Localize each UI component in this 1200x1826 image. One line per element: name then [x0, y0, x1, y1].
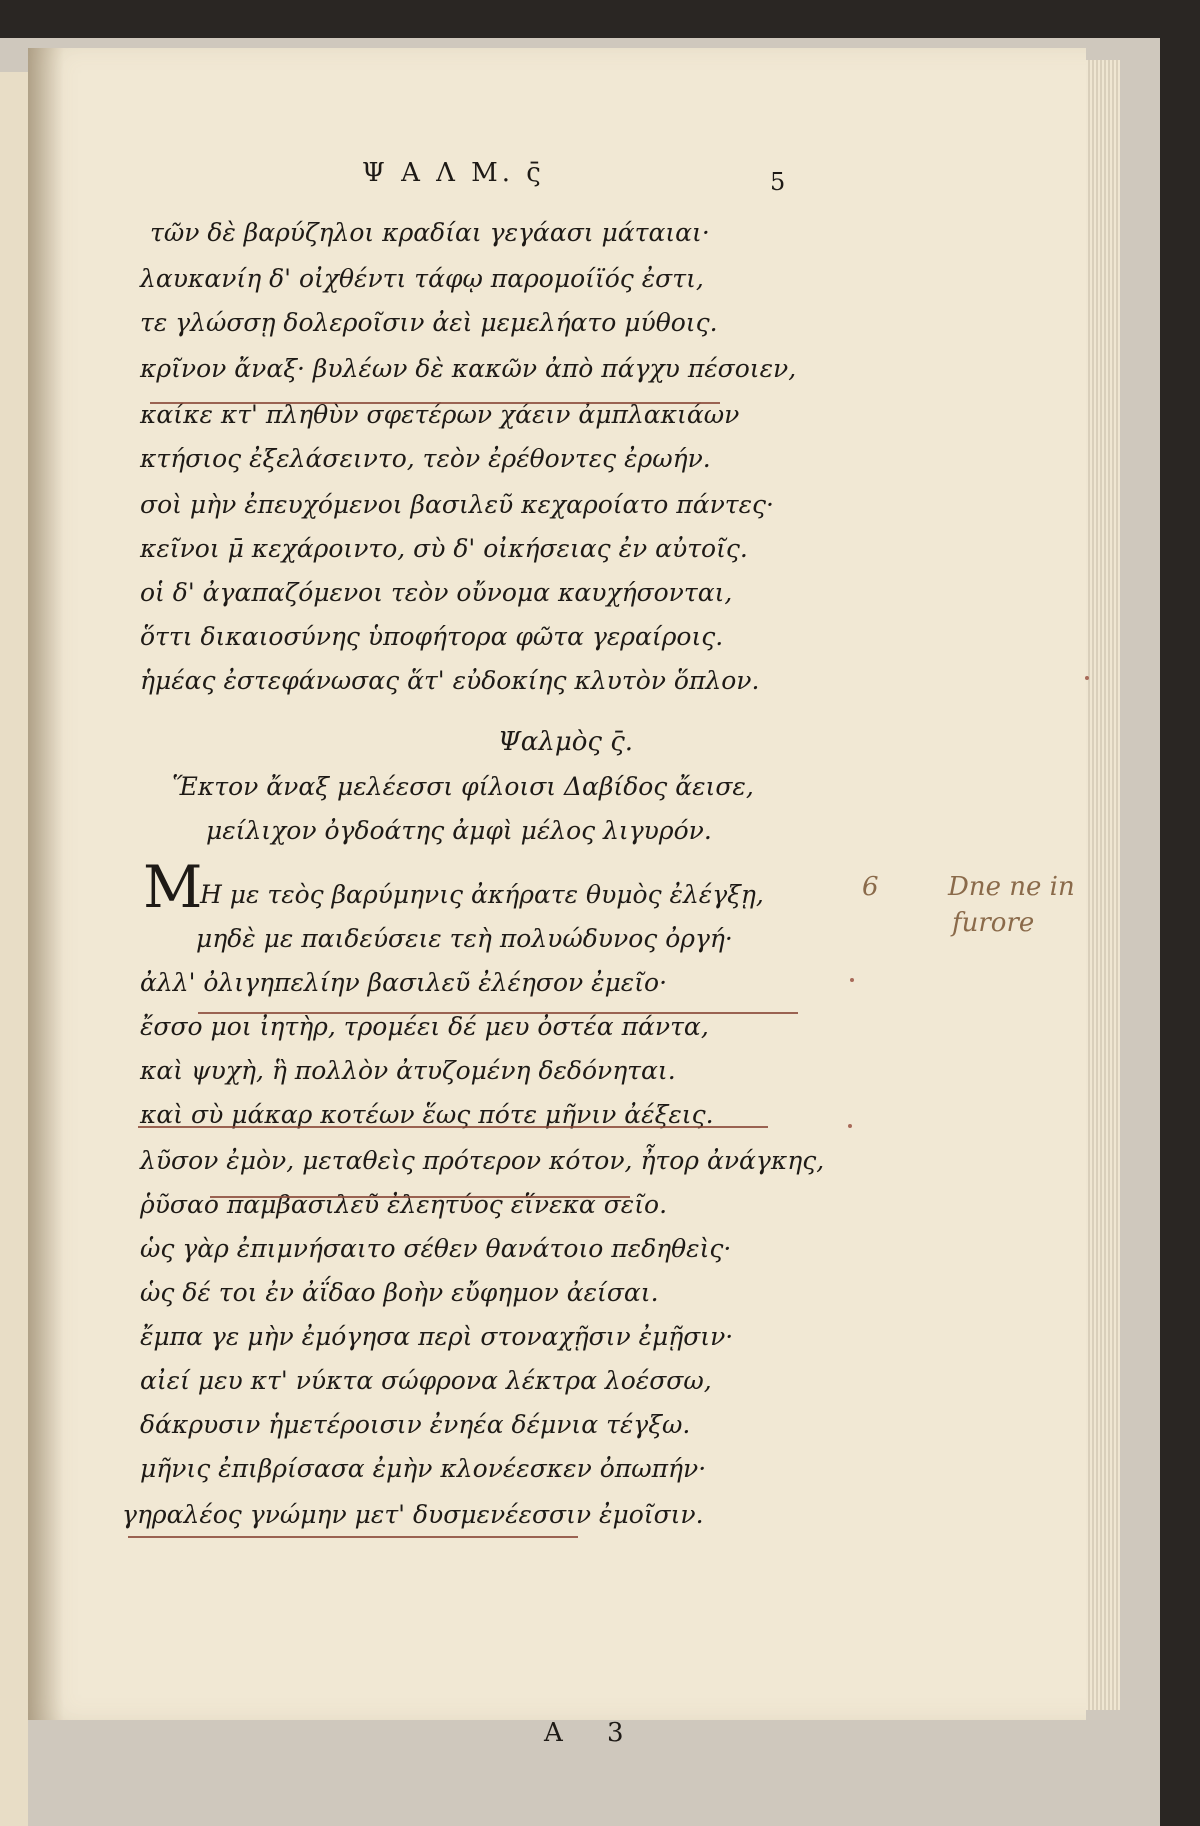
- margin-tick: [1085, 676, 1089, 680]
- verse-line: κτήσιος ἐξελάσειντο, τεὸν ἐρέθοντες ἐρωήν.: [140, 444, 711, 473]
- running-head: Ψ Α Λ Μ. ς̄: [362, 158, 545, 188]
- ink-underline: [150, 402, 720, 404]
- verse-line: λῦσον ἐμὸν, μεταθεὶς πρότερον κότον, ἦτορ ἀνάγκης,: [140, 1146, 825, 1175]
- margin-note-line: Dne ne in: [948, 872, 1075, 902]
- ink-underline: [138, 1126, 768, 1128]
- verse-line: ὡς γὰρ ἐπιμνήσαιτο σέθεν θανάτοιο πεδηθεὶς·: [140, 1234, 732, 1263]
- verse-line: τῶν δὲ βαρύζηλοι κραδίαι γεγάασι μάταιαι·: [150, 218, 710, 247]
- verse-line: ὡς δέ τοι ἐν ἀΐδαο βοὴν εὔφημον ἀείσαι.: [140, 1278, 659, 1307]
- psalm-6-intro-line: μείλιχον ὀγδοάτης ἀμφὶ μέλος λιγυρόν.: [206, 816, 712, 845]
- ink-underline: [210, 1196, 630, 1198]
- verse-line: μῆνις ἐπιβρίσασα ἐμὴν κλονέεσκεν ὀπωπήν·: [140, 1454, 707, 1483]
- verse-line: Η με τεὸς βαρύμηνις ἀκήρατε θυμὸς ἐλέγξῃ,: [200, 880, 764, 909]
- signature-mark: A 3: [544, 1718, 642, 1748]
- margin-tick: [850, 978, 854, 982]
- verse-line: γηραλέος γνώμην μετ' δυσμενέεσσιν ἐμοῖσιν.: [122, 1500, 704, 1529]
- margin-note-line: furore: [952, 908, 1035, 938]
- psalm-6-title: Ψαλμὸς ς̄.: [498, 727, 634, 757]
- verse-line: ἔμπα γε μὴν ἐμόγησα περὶ στοναχῇσιν ἐμῇσιν·: [140, 1322, 734, 1351]
- psalm-6-intro-line: Ἕκτον ἄναξ μελέεσσι φίλοισι Δαβίδος ἄεισε,: [172, 772, 754, 801]
- verse-line: οἱ δ' ἀγαπαζόμενοι τεὸν οὔνομα καυχήσονται,: [140, 578, 733, 607]
- verse-line: ῥῦσαο παμβασιλεῦ ἐλεητύος εἵνεκα σεῖο.: [140, 1190, 668, 1219]
- verse-line: ὅττι δικαιοσύνης ὑποφήτορα φῶτα γεραίροις.: [140, 622, 724, 651]
- verse-line: καὶ ψυχὴ, ἣ πολλὸν ἀτυζομένη δεδόνηται.: [140, 1056, 676, 1085]
- verse-line: δάκρυσιν ἡμετέροισιν ἐνηέα δέμνια τέγξω.: [140, 1410, 691, 1439]
- verse-line: ἔσσο μοι ἰητὴρ, τρομέει δέ μευ ὀστέα πάντα,: [140, 1012, 709, 1041]
- ink-underline: [198, 1012, 798, 1014]
- drop-cap: M: [143, 853, 203, 921]
- verse-line: σοὶ μὴν ἐπευχόμενοι βασιλεῦ κεχαροίατο πάντες·: [140, 490, 774, 519]
- ink-underline: [128, 1536, 578, 1538]
- verse-line: ἡμέας ἐστεφάνωσας ἅτ' εὐδοκίης κλυτὸν ὅπλον.: [140, 666, 760, 695]
- margin-numeral: 6: [862, 872, 879, 902]
- verse-line: λαυκανίη δ' οἰχθέντι τάφῳ παρομοίϊός ἐστι,: [140, 264, 704, 293]
- verse-line: ἀλλ' ὀλιγηπελίην βασιλεῦ ἐλέησον ἐμεῖο·: [140, 968, 668, 997]
- verse-line: κεῖνοι μ̄ κεχάροιντο, σὺ δ' οἰκήσειας ἐν αὐτοῖς.: [140, 534, 748, 563]
- page-number: 5: [770, 168, 786, 196]
- verse-line: κρῖνον ἄναξ· βυλέων δὲ κακῶν ἀπὸ πάγχυ πέσοιεν,: [140, 354, 797, 383]
- verse-line: τε γλώσσῃ δολεροῖσιν ἀεὶ μεμελήατο μύθοις.: [140, 308, 718, 337]
- verse-line: καὶ σὺ μάκαρ κοτέων ἕως πότε μῆνιν ἀέξεις.: [140, 1100, 714, 1129]
- margin-tick: [848, 1124, 852, 1128]
- verse-line: αἰεί μευ κτ' νύκτα σώφρονα λέκτρα λοέσσω,: [140, 1366, 712, 1395]
- verse-line: καίκε κτ' πληθὺν σφετέρων χάειν ἀμπλακιάων: [140, 400, 740, 429]
- verse-line: μηδὲ με παιδεύσειε τεὴ πολυώδυνος ὀργή·: [196, 924, 733, 953]
